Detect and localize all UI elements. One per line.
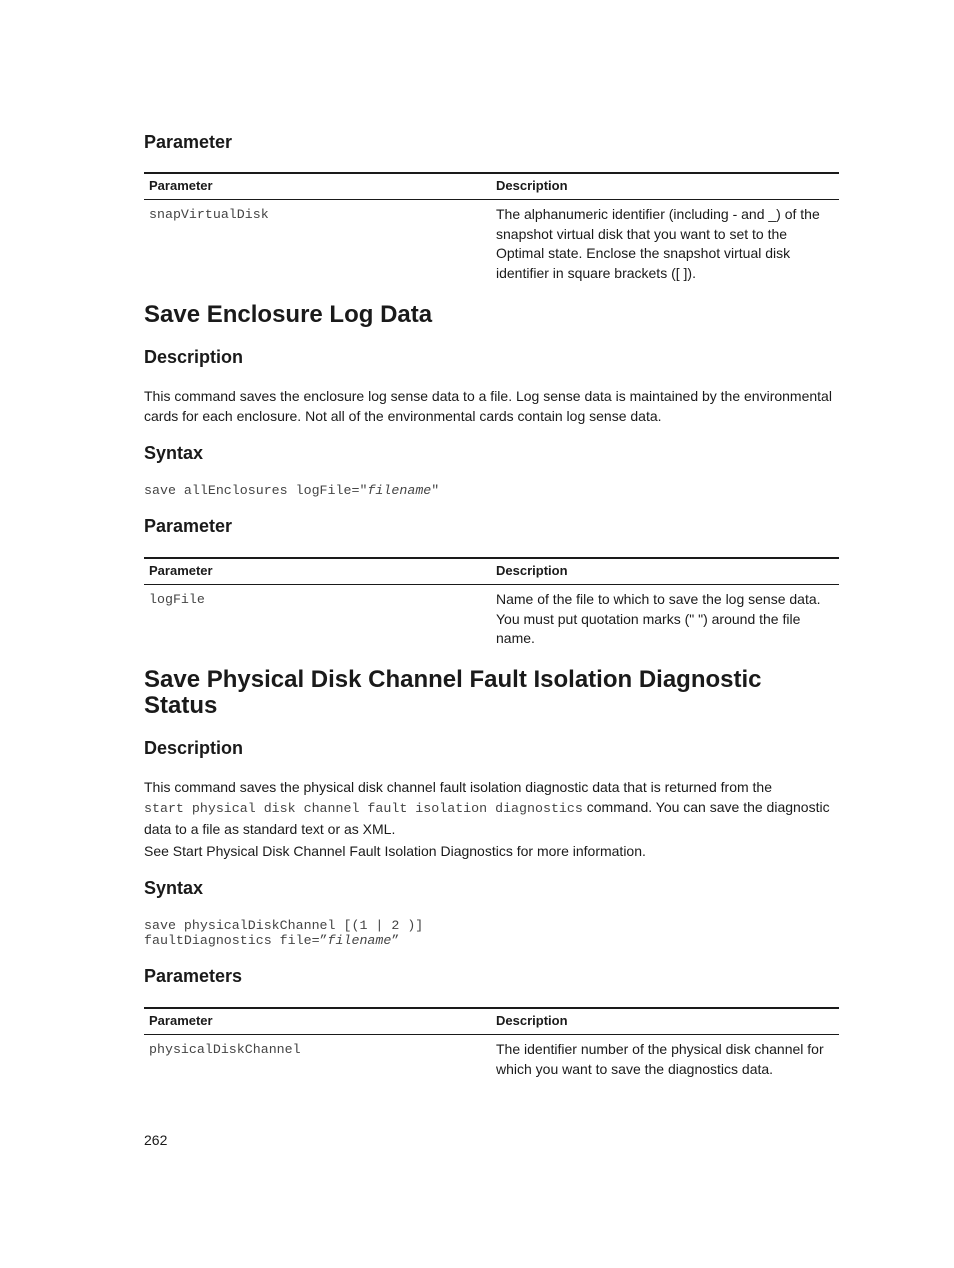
syntax-code-line2-prefix: faultDiagnostics file=”	[144, 933, 328, 948]
logfile-parameter-table	[144, 557, 839, 649]
syntax-code	[144, 483, 839, 498]
syntax-code-suffix: "	[431, 483, 440, 498]
syntax-heading: Syntax	[144, 443, 204, 463]
parameter-description: The alphanumeric identifier (including - and _) of the snapshot virtual disk that you want to set to the Optimal state. Enclose the snapshot virtual disk identifier in square brackets ([ ]).	[496, 206, 820, 281]
syntax-code-prefix: save allEnclosures logFile="	[144, 483, 368, 498]
syntax-code-variable: filename	[327, 933, 392, 948]
description-text-start: This command saves the physical disk channel fault isolation diagnostic data that is returned from the	[144, 779, 772, 795]
syntax-code	[144, 918, 839, 948]
save-physical-disk-channel-title: Save Physical Disk Channel Fault Isolation Diagnostic Status	[144, 666, 762, 719]
syntax-code-line2-suffix: ”	[391, 933, 400, 948]
table-row	[144, 1035, 839, 1080]
logfile-parameter-table-wrap	[144, 557, 839, 649]
syntax-code-line1: save physicalDiskChannel [(1 | 2 )]	[144, 918, 424, 933]
save-enclosure-log-data-title: Save Enclosure Log Data	[144, 301, 433, 328]
syntax-code-variable: filename	[367, 483, 432, 498]
see-also-text: See Start Physical Disk Channel Fault Isolation Diagnostics for more information.	[144, 843, 646, 859]
description-text: This command saves the enclosure log sense data to a file. Log sense data is maintained by the environmental cards for each enclosure. Not all of the environmental cards contain log sense data.	[144, 388, 832, 424]
column-header-parameter: Parameter	[144, 558, 491, 585]
physicaldiskchannel-parameter-table	[144, 1007, 839, 1079]
snapvirtualdisk-parameter-table	[144, 172, 839, 283]
parameter-description: The identifier number of the physical disk channel for which you want to save the diagnostics data.	[496, 1041, 824, 1077]
snapvirtualdisk-parameter-table-wrap	[144, 172, 839, 283]
parameters-heading: Parameters	[144, 966, 243, 986]
table-row	[144, 200, 839, 284]
description-heading: Description	[144, 738, 244, 758]
column-header-description: Description	[491, 173, 839, 200]
parameter-description: Name of the file to which to save the log sense data. You must put quotation marks (" ") around the file name.	[496, 591, 821, 646]
parameter-name: logFile	[149, 592, 205, 607]
table-header-row	[144, 558, 839, 585]
page-number: 262	[144, 1132, 168, 1148]
inline-command-code: start physical disk channel fault isolation diagnostics	[144, 801, 583, 816]
column-header-description: Description	[491, 1008, 839, 1035]
table-row	[144, 585, 839, 649]
column-header-description: Description	[491, 558, 839, 585]
column-header-parameter: Parameter	[144, 1008, 491, 1035]
description-heading: Description	[144, 347, 244, 367]
column-header-parameter: Parameter	[144, 173, 491, 200]
parameter-heading: Parameter	[144, 516, 233, 536]
description-text	[144, 777, 839, 839]
parameter-heading: Parameter	[144, 132, 233, 152]
table-header-row	[144, 173, 839, 200]
syntax-heading: Syntax	[144, 878, 204, 898]
parameter-name: physicalDiskChannel	[149, 1042, 301, 1057]
physicaldiskchannel-parameter-table-wrap	[144, 1007, 839, 1079]
parameter-name: snapVirtualDisk	[149, 207, 269, 222]
table-header-row	[144, 1008, 839, 1035]
description-text-end: command. You can save the diagnostic data to a file as standard text or as XML.	[144, 799, 830, 837]
